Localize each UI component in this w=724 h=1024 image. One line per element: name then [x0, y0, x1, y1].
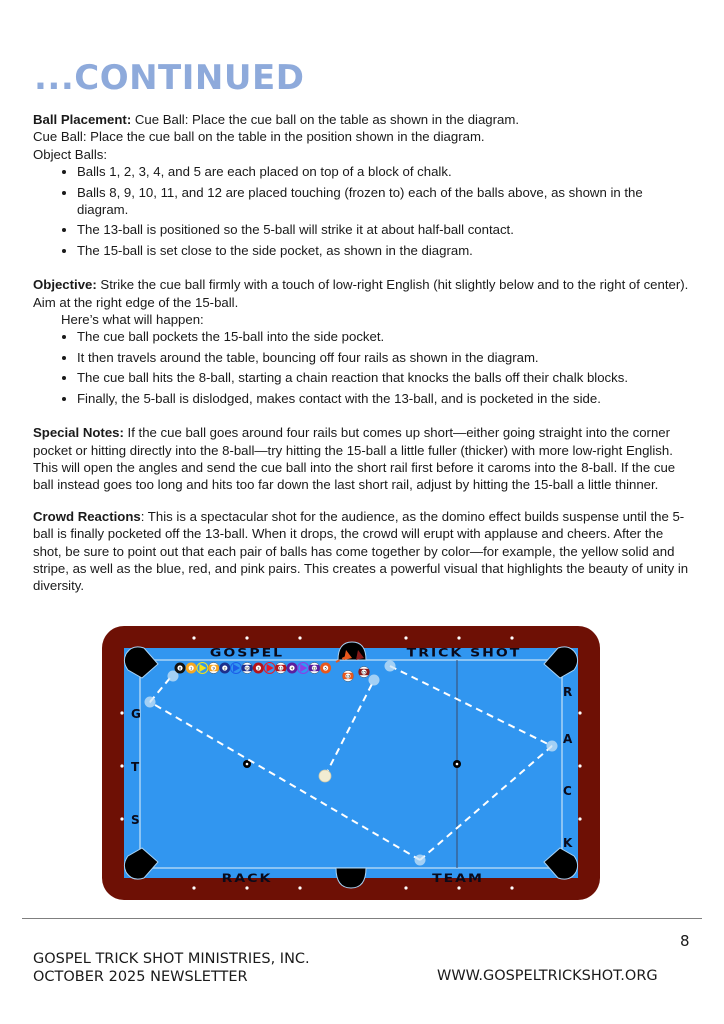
left-rail-letter: S: [131, 813, 140, 827]
objective-intro: Here’s what will happen:: [61, 312, 204, 328]
ball-number: 3: [257, 666, 260, 671]
right-rail-letter: R: [563, 685, 573, 699]
footer-website: WWW.GOSPELTRICKSHOT.ORG: [437, 968, 658, 984]
cue-ball-line: Cue Ball: Place the cue ball on the table in the position shown in the diagram.: [33, 129, 485, 145]
list-item: • Balls 8, 9, 10, 11, and 12 are placed touching (frozen to) each of the balls above, as shown in the diagram.: [77, 184, 693, 219]
ball-placement-label: Ball Placement:: [33, 112, 132, 127]
rail-text-trick-shot: TRICK SHOT: [406, 645, 522, 660]
footer-divider: [22, 918, 702, 919]
list-item: • It then travels around the table, bouncing off four rails as shown in the diagram.: [77, 349, 693, 366]
list-item: • Finally, the 5-ball is dislodged, makes contact with the 13-ball, and is pocketed in the side.: [77, 390, 693, 407]
list-item: • The 13-ball is positioned so the 5-ball will strike it at about half-ball contact.: [77, 221, 693, 238]
special-notes-label: Special Notes:: [33, 425, 124, 441]
ball-number: 4: [290, 666, 294, 671]
left-rail-letter: T: [131, 760, 140, 774]
ball-1: [186, 663, 197, 674]
ball-number: 1: [190, 666, 193, 671]
rail-text-team: TEAM: [432, 871, 484, 885]
right-rail-letter: A: [563, 732, 573, 746]
article-body: [33, 111, 693, 595]
objective-paragraph: [33, 276, 693, 311]
crowd-reactions-text: : This is a spectacular shot for the audience, as the domino effect builds suspense until the 5-ball is finally pocketed off the 13-ball. When it drops, the crowd will erupt with applause and cheers. After the shot, be sure to point out that each pair of balls has come together by color—for example, the yellow solid and stripe, as well as the blue, red, and pink pairs. This creates a powerful visual that highlights the beauty of unity in diversity.: [33, 508, 689, 594]
crowd-reactions-label: Crowd Reactions: [33, 508, 141, 524]
special-notes-paragraph: [33, 424, 693, 494]
rail-text-gospel: GOSPEL: [209, 645, 285, 660]
ball-11: [275, 663, 287, 674]
ball-15: [358, 667, 370, 678]
ball-2: [219, 663, 230, 674]
list-item: • The 15-ball is set close to the side pocket, as shown in the diagram.: [77, 242, 693, 259]
ball-number: 10: [244, 666, 250, 671]
special-notes-text: If the cue ball goes around four rails but comes up short—either going straight into the corner pocket or hitting directly into the 8-ball—try hitting the 15-ball a little fuller (thicker) with more low-right English. This will open the angles and send the cue ball into the short rail first before it caroms into the 8-ball. If the cue ball instead goes too long and hits too far down the last short rail, adjust by hitting the 15-ball a little thinner.: [33, 425, 676, 493]
page-title: ...CONTINUED: [34, 58, 305, 98]
page-number: 8: [680, 932, 690, 950]
ball-8: [175, 663, 186, 674]
ball-number: 9: [212, 666, 215, 671]
right-rail-letter: K: [563, 836, 573, 850]
list-item: • Balls 1, 2, 3, 4, and 5 are each placed on top of a block of chalk.: [77, 163, 693, 180]
ball-4: [287, 663, 298, 674]
objective-label: Objective:: [33, 277, 97, 293]
ball-placement-text: Cue Ball: Place the cue ball on the table as shown in the diagram.: [131, 112, 520, 127]
left-rail-letter: G: [131, 707, 141, 721]
ball-number: 13: [345, 674, 351, 679]
ball-number: 5: [324, 666, 327, 671]
ball-10: [241, 663, 253, 674]
ball-placement-paragraph: [33, 111, 693, 128]
ball-13: [342, 671, 354, 682]
ball-12: [308, 663, 320, 674]
crowd-reactions-paragraph: [33, 508, 693, 595]
ball-number: 12: [312, 666, 317, 671]
right-rail-letter: C: [563, 784, 572, 798]
ball-3: [253, 663, 264, 674]
list-item: • The cue ball pockets the 15-ball into the side pocket.: [77, 328, 693, 345]
ball-5: [320, 663, 331, 674]
ball-9: [208, 663, 220, 674]
objective-list: [33, 328, 693, 407]
ball-number: 2: [223, 666, 226, 671]
footer-newsletter: OCTOBER 2025 NEWSLETTER: [33, 969, 248, 985]
ball-number: 8: [178, 666, 182, 671]
footer-org: GOSPEL TRICK SHOT MINISTRIES, INC.: [33, 951, 310, 967]
list-item: • The cue ball hits the 8-ball, starting a chain reaction that knocks the balls off their chalk blocks.: [77, 369, 693, 386]
ball-number: 15: [361, 670, 367, 675]
rail-text-rack: RACK: [221, 871, 273, 885]
object-balls-line: Object Balls:: [33, 146, 108, 162]
ball-placement-list: [33, 163, 693, 259]
ball-number: 11: [278, 666, 284, 671]
table-cloth: [124, 645, 578, 878]
pool-table-diagram: [102, 626, 600, 900]
footer-left: [33, 950, 310, 986]
objective-text: Strike the cue ball firmly with a touch of low-right English (hit slightly below and to the right of center). Aim at the right edge of the 15-ball.: [33, 277, 689, 310]
cue-ball: [319, 770, 331, 782]
